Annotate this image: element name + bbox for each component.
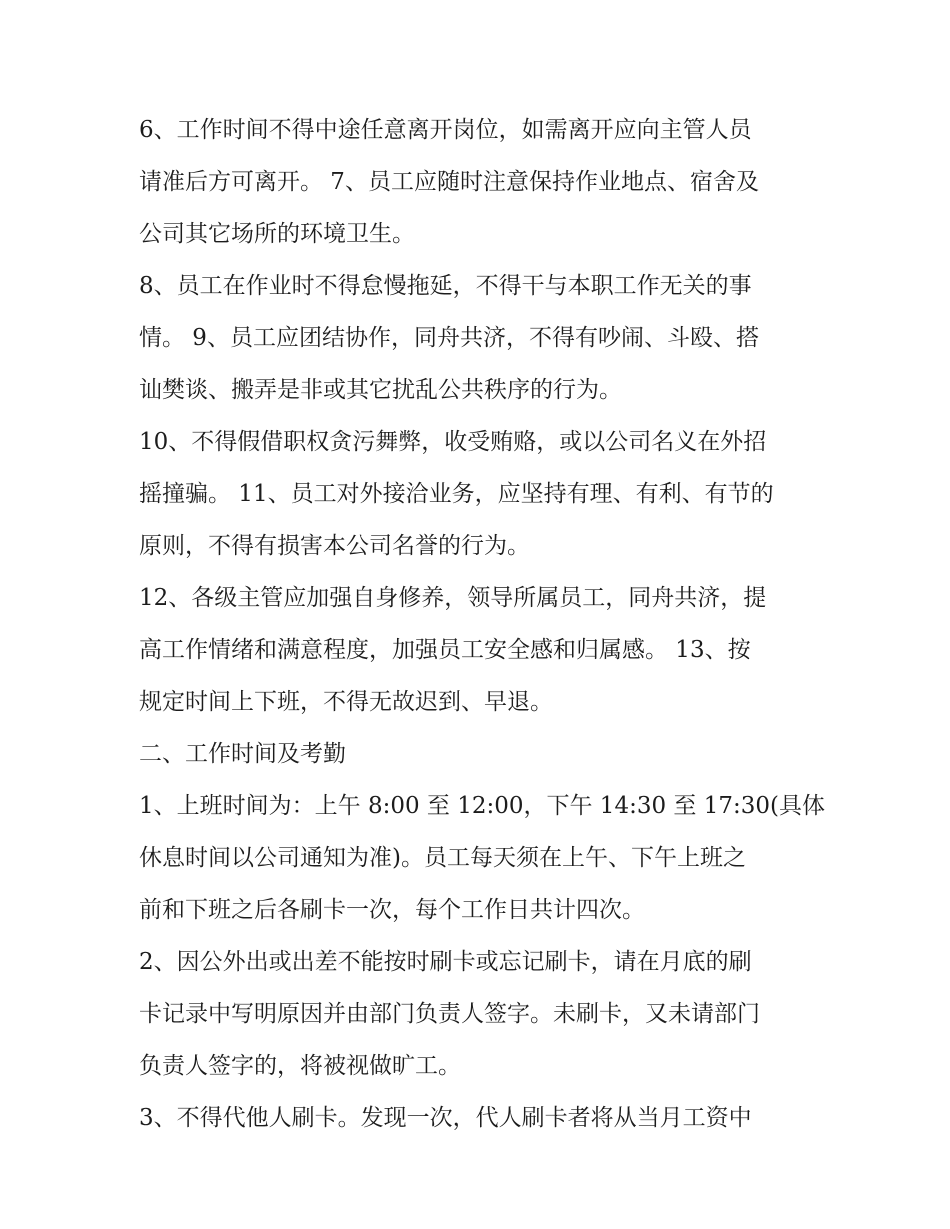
text-line: 摇撞骗。 11、员工对外接洽业务，应坚持有理、有利、有节的 <box>139 481 774 507</box>
text-line: 公司其它场所的环境卫生。 <box>139 221 415 247</box>
text-line: 负责人签字的，将被视做旷工。 <box>139 1053 461 1079</box>
paragraph-rule-6-7 <box>139 104 819 260</box>
text-line: 规定时间上下班，不得无故迟到、早退。 <box>139 689 553 715</box>
paragraph-work-hours <box>139 780 825 936</box>
text-line: 8、员工在作业时不得怠慢拖延，不得干与本职工作无关的事 <box>139 273 752 299</box>
text-line: 讪樊谈、搬弄是非或其它扰乱公共秩序的行为。 <box>139 377 622 403</box>
paragraph-rule-8-9 <box>139 260 819 416</box>
paragraph-proxy-swipe <box>139 1092 819 1144</box>
text-line: 高工作情绪和满意程度，加强员工安全感和归属感。 13、按 <box>139 637 751 663</box>
section-heading <box>139 728 819 780</box>
text-line: 2、因公外出或出差不能按时刷卡或忘记刷卡，请在月底的刷 <box>139 949 752 975</box>
text-line: 情。 9、员工应团结协作，同舟共济，不得有吵闹、斗殴、搭 <box>139 325 759 351</box>
text-line: 3、不得代他人刷卡。发现一次，代人刷卡者将从当月工资中 <box>139 1105 752 1131</box>
text-line: 1、上班时间为：上午 8:00 至 12:00，下午 14:30 至 17:30(具体 <box>139 793 825 819</box>
section-title: 二、工作时间及考勤 <box>139 741 346 767</box>
text-line: 前和下班之后各刷卡一次，每个工作日共计四次。 <box>139 897 645 923</box>
paragraph-rule-10-11 <box>139 416 819 572</box>
paragraph-card-swipe <box>139 936 819 1092</box>
text-line: 原则，不得有损害本公司名誉的行为。 <box>139 533 530 559</box>
text-line: 6、工作时间不得中途任意离开岗位，如需离开应向主管人员 <box>139 117 752 143</box>
document-body <box>139 104 825 1144</box>
text-line: 10、不得假借职权贪污舞弊，收受贿赂，或以公司名义在外招 <box>139 429 767 455</box>
paragraph-rule-12-13 <box>139 572 819 728</box>
text-line: 卡记录中写明原因并由部门负责人签字。未刷卡，又未请部门 <box>139 1001 760 1027</box>
text-line: 休息时间以公司通知为准)。员工每天须在上午、下午上班之 <box>139 845 746 871</box>
text-line: 请准后方可离开。 7、员工应随时注意保持作业地点、宿舍及 <box>139 169 759 195</box>
text-line: 12、各级主管应加强自身修养，领导所属员工，同舟共济，提 <box>139 585 767 611</box>
